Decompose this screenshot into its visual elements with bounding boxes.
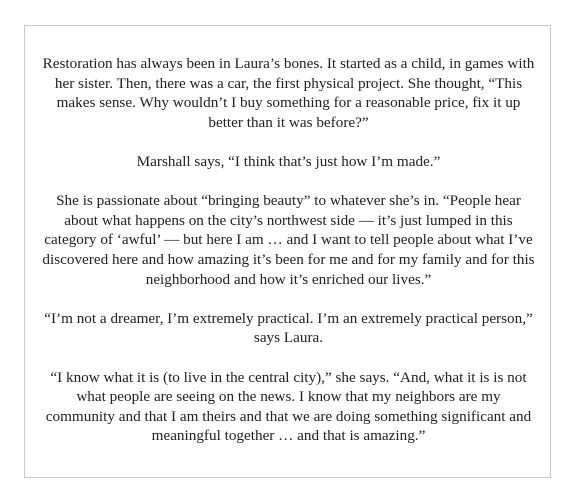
paragraph-practical: “I’m not a dreamer, I’m extremely practical. I’m an extremely practical person,” says Laura.	[44, 309, 533, 347]
quote-frame	[24, 25, 551, 478]
paragraph-central-city: “I know what it is (to live in the central city),” she says. “And, what it is is not what people are seeing on the news. I know that my neighbors are my community and that I am theirs and that we are doing something significant and meaningful together … and that is amazing.”	[45, 368, 532, 445]
paragraph-marshall-quote: Marshall says, “I think that’s just how I’m made.”	[136, 152, 441, 170]
paragraph-bringing-beauty: She is passionate about “bringing beauty” to whatever she’s in. “People hear about what happens on the city’s northwest side — it’s just lumped in this category of ‘awful’ — but here I am … and I want to tell people about what I’ve discovered here and how amazing it’s been for me and for my family and for this neighborhood and how it’s enriched our lives.”	[42, 192, 535, 288]
paragraph-restoration: Restoration has always been in Laura’s bones. It started as a child, in games with her sister. Then, there was a car, the first physical project. She thought, “This makes sense. Why wouldn’t I buy something for a reasonable price, fix it up better than it was before?”	[42, 55, 535, 131]
article-body	[42, 54, 535, 446]
